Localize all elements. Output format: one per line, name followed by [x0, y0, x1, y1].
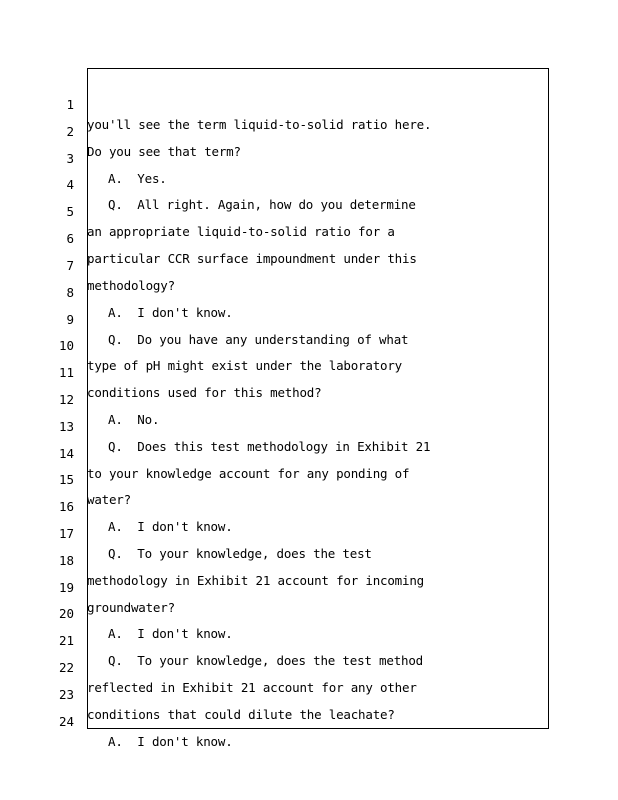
line-number: 9	[66, 312, 74, 327]
line-number: 14	[58, 446, 74, 461]
line-text: A. I don't know.	[108, 305, 233, 320]
line-text: Do you see that term?	[87, 144, 241, 159]
line-text: A. Yes.	[108, 171, 167, 186]
line-text: reflected in Exhibit 21 account for any other	[87, 680, 417, 695]
line-text: Q. To your knowledge, does the test method	[108, 653, 424, 668]
line-text: type of pH might exist under the laboratory	[87, 358, 403, 373]
line-text: conditions that could dilute the leachate?	[87, 707, 395, 722]
line-number: 17	[58, 526, 74, 541]
line-number: 2	[66, 124, 74, 139]
line-number: 15	[58, 472, 74, 487]
line-text: A. I don't know.	[108, 734, 233, 749]
line-number: 13	[58, 419, 74, 434]
line-number: 4	[66, 177, 74, 192]
line-number: 23	[58, 687, 74, 702]
line-number: 5	[66, 204, 74, 219]
line-text: to your knowledge account for any ponding of	[87, 466, 410, 481]
line-text: water?	[87, 492, 131, 507]
line-number: 3	[66, 151, 74, 166]
transcript-line	[0, 75, 618, 132]
line-text: A. I don't know.	[108, 626, 233, 641]
line-number: 1	[66, 97, 74, 112]
line-number: 8	[66, 285, 74, 300]
line-number: 18	[58, 553, 74, 568]
line-text: Q. Do you have any understanding of what	[108, 332, 409, 347]
line-text: Q. To your knowledge, does the test	[108, 546, 372, 561]
line-number: 22	[58, 660, 74, 675]
line-number: 19	[58, 580, 74, 595]
line-text: Q. Does this test methodology in Exhibit 21	[108, 439, 431, 454]
line-text: A. No.	[108, 412, 160, 427]
line-text: particular CCR surface impoundment under this	[87, 251, 417, 266]
line-number: 20	[58, 606, 74, 621]
line-number: 21	[58, 633, 74, 648]
line-text: Q. All right. Again, how do you determine	[108, 197, 416, 212]
line-text: groundwater?	[87, 600, 175, 615]
line-text: conditions used for this method?	[87, 385, 322, 400]
line-number: 11	[58, 365, 74, 380]
line-number: 16	[58, 499, 74, 514]
line-text: A. I don't know.	[108, 519, 233, 534]
line-number: 7	[66, 258, 74, 273]
line-text: methodology in Exhibit 21 account for incoming	[87, 573, 424, 588]
line-number: 10	[58, 338, 74, 353]
line-number: 24	[58, 714, 74, 729]
line-number: 6	[66, 231, 74, 246]
line-text: an appropriate liquid-to-solid ratio for a	[87, 224, 395, 239]
line-text: you'll see the term liquid-to-solid ratio here.	[87, 117, 432, 132]
line-text: methodology?	[87, 278, 175, 293]
line-number: 12	[58, 392, 74, 407]
